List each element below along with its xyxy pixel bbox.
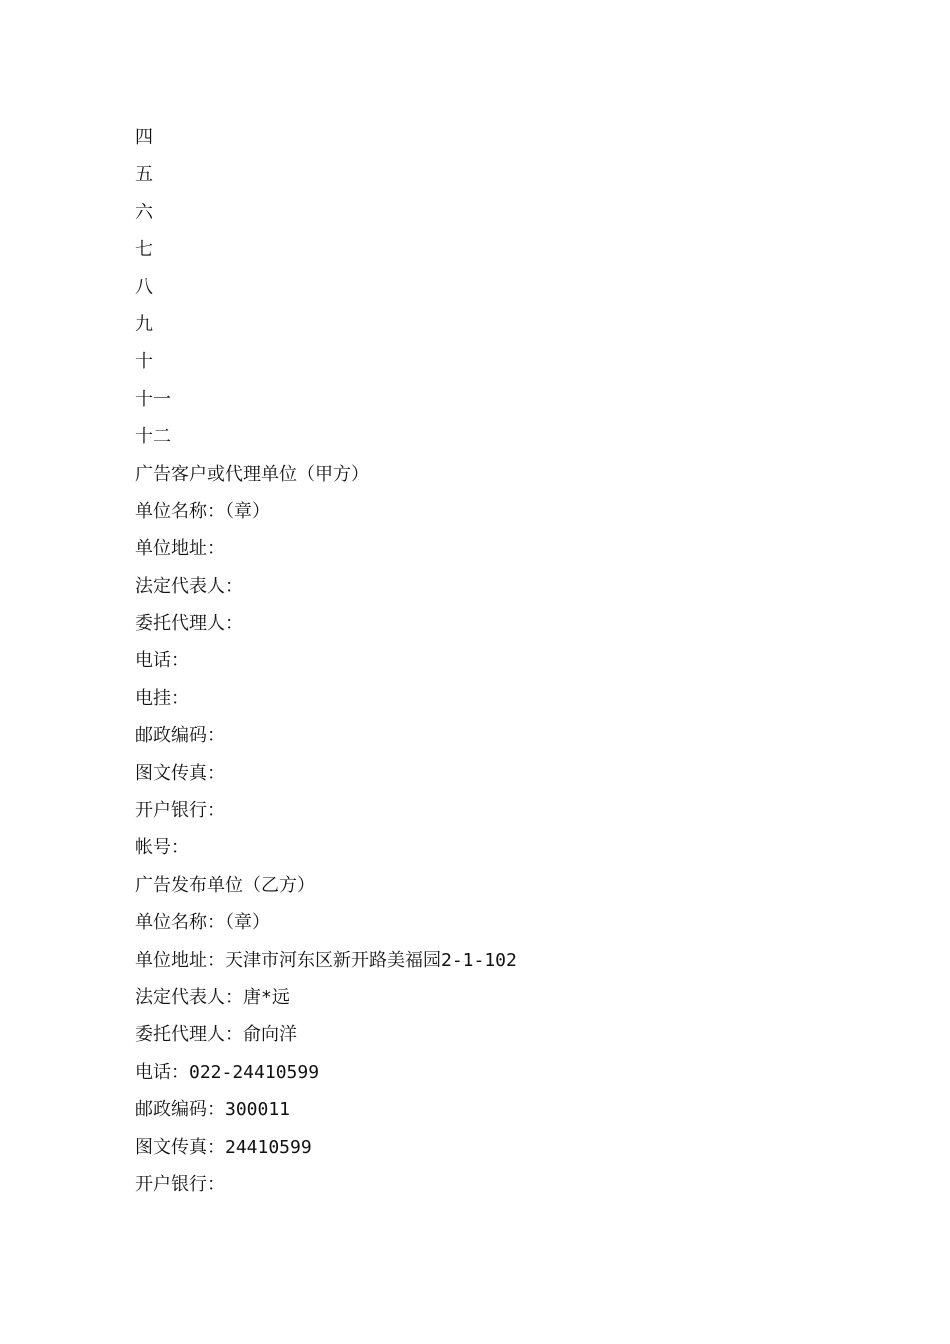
party-a-authorized-agent: 委托代理人： <box>135 613 243 635</box>
party-a-address: 单位地址： <box>135 538 225 560</box>
clause-number-4: 四 <box>135 127 153 148</box>
party-b-fax: 图文传真：24410599 <box>135 1136 312 1158</box>
party-a-legal-representative: 法定代表人： <box>135 575 243 597</box>
party-a-phone: 电话： <box>135 650 189 672</box>
clause-number-5: 五 <box>135 164 153 186</box>
clause-number-11: 十一 <box>135 388 171 410</box>
party-b-postal-code: 邮政编码：300011 <box>135 1099 291 1121</box>
party-b-company-name: 单位名称：（章） <box>135 912 270 934</box>
document-body <box>135 119 517 1203</box>
party-b-authorized-agent: 委托代理人：俞向洋 <box>135 1024 297 1046</box>
clause-number-12: 十二 <box>135 426 171 448</box>
clause-number-8: 八 <box>135 276 153 298</box>
party-a-fax: 图文传真： <box>135 762 225 784</box>
party-a-cable: 电挂： <box>135 687 189 709</box>
clause-number-7: 七 <box>135 239 153 261</box>
party-a-heading: 广告客户或代理单位（甲方） <box>135 463 369 485</box>
party-a-company-name: 单位名称：（章） <box>135 500 270 522</box>
party-b-phone: 电话：022-24410599 <box>135 1061 320 1083</box>
party-a-account: 帐号： <box>135 837 189 859</box>
party-b-heading: 广告发布单位（乙方） <box>135 874 315 896</box>
party-b-legal-representative: 法定代表人：唐*远 <box>135 986 290 1008</box>
party-a-postal-code: 邮政编码： <box>135 725 225 747</box>
clause-number-6: 六 <box>135 201 153 223</box>
clause-number-9: 九 <box>135 313 153 335</box>
party-b-address: 单位地址：天津市河东区新开路美福园2-1-102 <box>135 949 517 971</box>
party-a-bank: 开户银行： <box>135 800 225 822</box>
clause-number-10: 十 <box>135 351 153 373</box>
party-b-bank: 开户银行： <box>135 1173 225 1195</box>
